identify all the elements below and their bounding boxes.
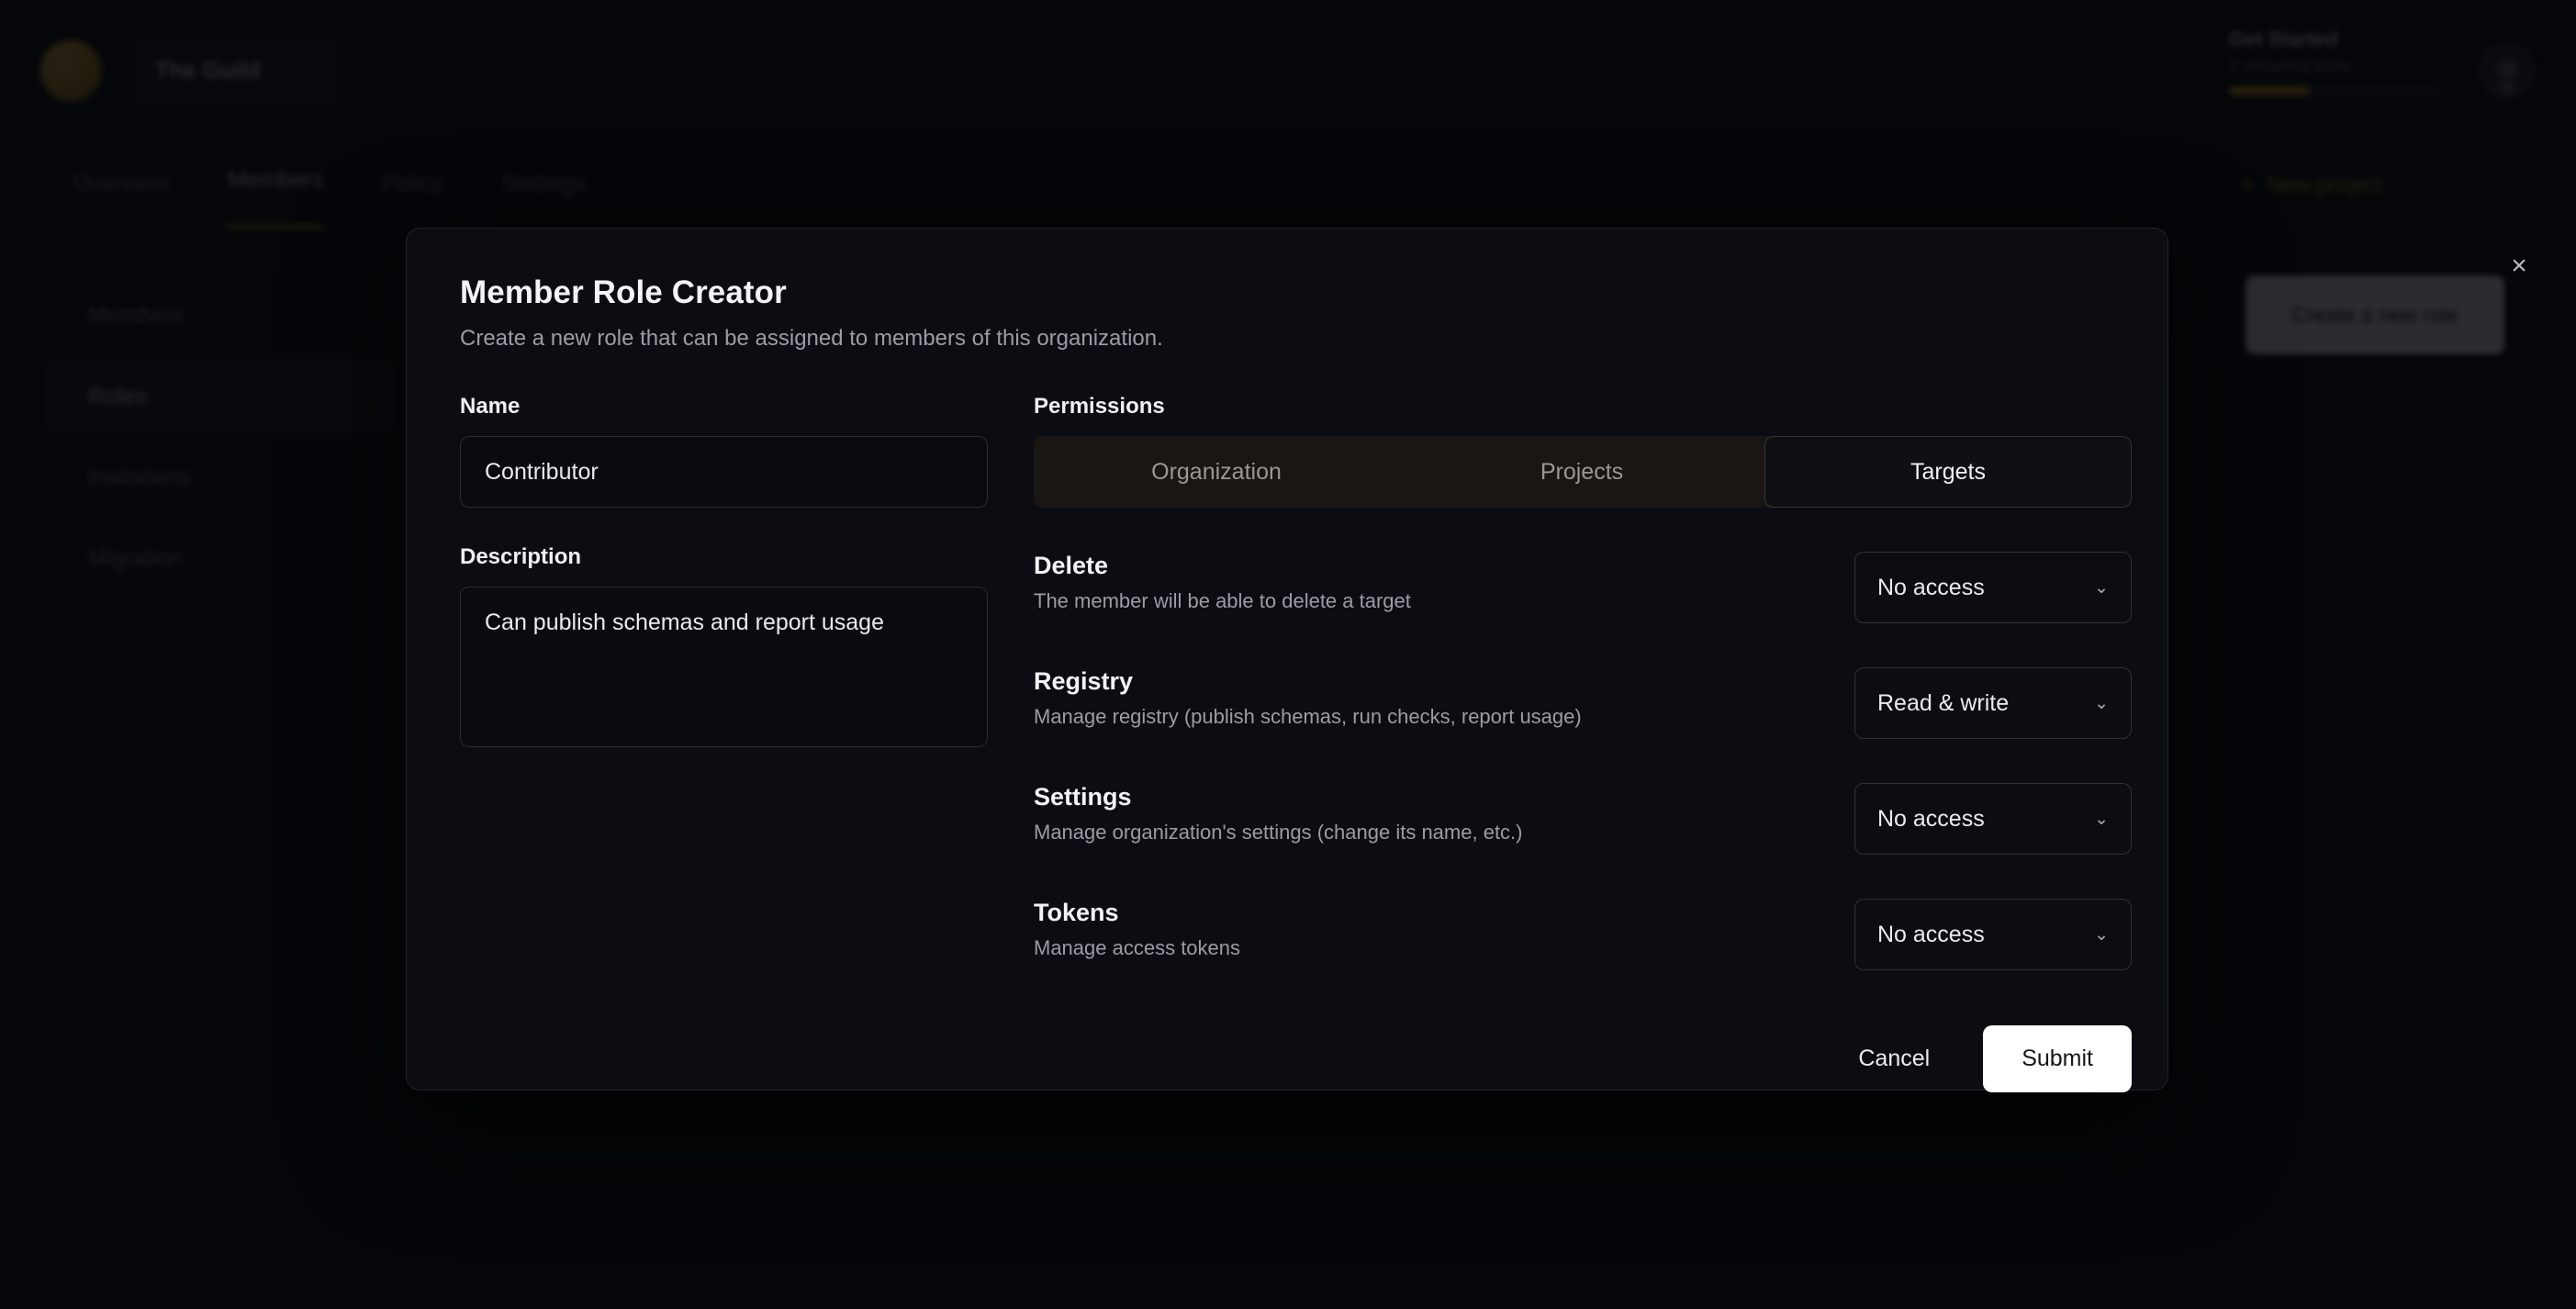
name-label: Name <box>460 394 521 419</box>
chevron-down-icon: ⌄ <box>2094 924 2109 945</box>
dialog-right-column <box>1034 394 2132 1092</box>
chevron-down-icon: ⌄ <box>2094 577 2109 598</box>
tab-organization[interactable]: Organization <box>1151 458 1282 485</box>
permission-text <box>1034 783 1523 845</box>
chevron-down-icon: ⌄ <box>2094 693 2109 713</box>
permission-text <box>1034 899 1240 960</box>
permission-row-settings <box>1034 783 2132 855</box>
name-input[interactable] <box>460 436 988 508</box>
dialog-footer <box>1034 1025 2132 1092</box>
permission-description: Manage access tokens <box>1034 936 1241 959</box>
chevron-down-icon: ⌄ <box>2094 809 2109 829</box>
tab-projects[interactable]: Projects <box>1540 458 1624 485</box>
close-icon[interactable]: × <box>2511 251 2527 281</box>
permission-text <box>1034 667 1582 729</box>
access-select-value: Read & write <box>1877 689 2010 716</box>
access-select-tokens[interactable] <box>1854 899 2132 970</box>
member-role-creator-dialog <box>406 228 2168 1091</box>
permission-description: Manage registry (publish schemas, run checks, report usage) <box>1034 705 1582 728</box>
dialog-subtitle: Create a new role that can be assigned to members of this organization. <box>460 326 1163 351</box>
permission-name: Settings <box>1034 783 1132 811</box>
submit-button[interactable]: Submit <box>1983 1025 2132 1092</box>
access-select-delete[interactable] <box>1854 552 2132 623</box>
permission-row-tokens <box>1034 899 2132 970</box>
access-select-value: No access <box>1877 805 1985 832</box>
permission-row-registry <box>1034 667 2132 739</box>
permission-row-delete <box>1034 552 2132 623</box>
permission-name: Tokens <box>1034 899 1119 926</box>
permissions-tab-group <box>1034 436 2132 508</box>
dialog-title: Member Role Creator <box>460 274 787 310</box>
permission-name: Registry <box>1034 667 1134 695</box>
permissions-label: Permissions <box>1034 394 1165 419</box>
access-select-value: No access <box>1877 921 1985 947</box>
dialog-body <box>460 394 2114 1092</box>
permission-name: Delete <box>1034 552 1109 579</box>
cancel-button[interactable]: Cancel <box>1832 1027 1955 1091</box>
tab-targets[interactable]: Targets <box>1764 436 2132 508</box>
access-select-registry[interactable] <box>1854 667 2132 739</box>
description-input[interactable] <box>460 587 988 747</box>
dialog-left-column <box>460 394 988 1092</box>
permission-description: Manage organization's settings (change its name, etc.) <box>1034 821 1523 844</box>
permission-description: The member will be able to delete a target <box>1034 589 1411 612</box>
access-select-value: No access <box>1877 574 1985 600</box>
access-select-settings[interactable] <box>1854 783 2132 855</box>
permission-text <box>1034 552 1411 613</box>
description-label: Description <box>460 544 582 569</box>
